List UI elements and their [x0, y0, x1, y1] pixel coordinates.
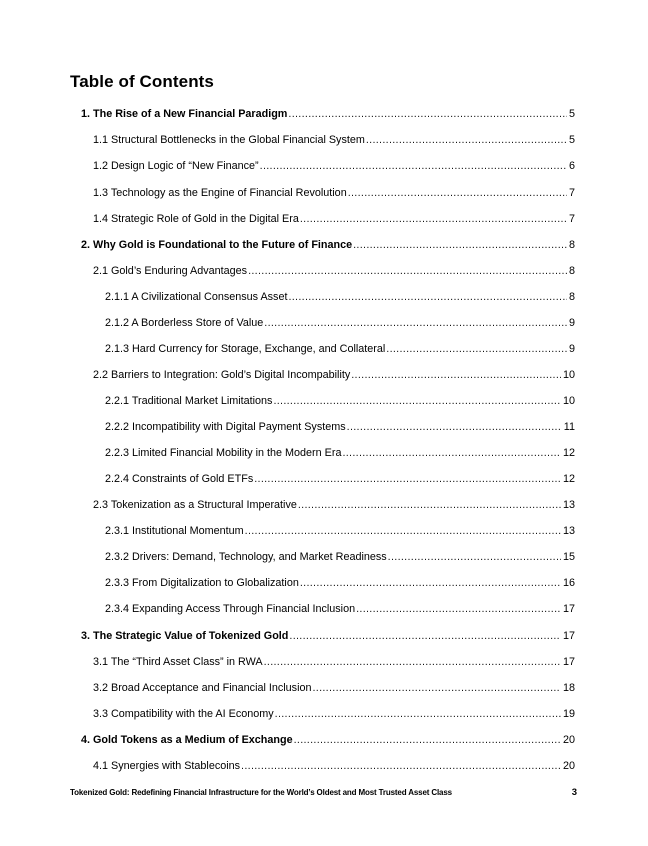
toc-entry-label: 2.2.3 Limited Financial Mobility in the Modern Era	[105, 447, 342, 459]
toc-entry-label: 4.1 Synergies with Stablecoins	[93, 760, 241, 772]
toc-dot-leader	[312, 681, 561, 695]
toc-entry-page: 8	[568, 239, 575, 251]
toc-entry-1-4[interactable]	[93, 212, 575, 226]
toc-entry-page: 17	[562, 603, 575, 615]
toc-dot-leader	[288, 290, 567, 304]
toc-entry-page: 15	[562, 551, 575, 563]
toc-entry-label: 2.1.2 A Borderless Store of Value	[105, 317, 264, 329]
toc-entry-2-1-1[interactable]	[105, 290, 575, 304]
toc-entry-label: 2.3.3 From Digitalization to Globalization	[105, 577, 299, 589]
toc-dot-leader	[294, 733, 561, 747]
toc-dot-leader	[245, 524, 561, 538]
toc-entry-3-1[interactable]	[93, 655, 575, 669]
toc-entry-1[interactable]	[81, 107, 575, 121]
toc-entry-3-2[interactable]	[93, 681, 575, 695]
toc-dot-leader	[300, 212, 567, 226]
toc-dot-leader	[241, 759, 561, 773]
toc-entry-label: 2.3.4 Expanding Access Through Financial Inclusion	[105, 603, 356, 615]
toc-entry-2-2-2[interactable]	[105, 420, 575, 434]
toc-entry-page: 10	[562, 395, 575, 407]
toc-entry-label: 2.3.2 Drivers: Demand, Technology, and Market Readiness	[105, 551, 387, 563]
toc-dot-leader	[347, 420, 562, 434]
toc-entry-label: 2.2.1 Traditional Market Limitations	[105, 395, 273, 407]
toc-dot-leader	[298, 498, 561, 512]
toc-entry-page: 19	[562, 708, 575, 720]
toc-dot-leader	[260, 159, 567, 173]
toc-entry-label: 2.3.1 Institutional Momentum	[105, 525, 244, 537]
toc-entry-2-3-4[interactable]	[105, 602, 575, 616]
toc-dot-leader	[342, 446, 561, 460]
toc-entry-page: 20	[562, 760, 575, 772]
toc-entry-label: 2.3 Tokenization as a Structural Imperative	[93, 499, 297, 511]
toc-dot-leader	[254, 472, 561, 486]
toc-entry-page: 6	[568, 160, 575, 172]
footer-page-number: 3	[571, 787, 577, 798]
toc-entry-page: 7	[568, 213, 575, 225]
toc-entry-2-3-3[interactable]	[105, 576, 575, 590]
toc-entry-page: 20	[562, 734, 575, 746]
toc-dot-leader	[366, 133, 567, 147]
toc-entry-label: 3.2 Broad Acceptance and Financial Inclusion	[93, 682, 312, 694]
toc-entry-label: 3. The Strategic Value of Tokenized Gold	[81, 630, 289, 642]
toc-dot-leader	[273, 394, 561, 408]
toc-entry-2[interactable]	[81, 238, 575, 252]
toc-entry-page: 17	[562, 656, 575, 668]
toc-entry-page: 12	[562, 447, 575, 459]
toc-dot-leader	[275, 707, 561, 721]
toc-entry-page: 16	[562, 577, 575, 589]
toc-entry-2-1[interactable]	[93, 264, 575, 278]
toc-entry-label: 2.2.4 Constraints of Gold ETFs	[105, 473, 254, 485]
page-footer	[70, 787, 577, 801]
toc-entry-2-2-3[interactable]	[105, 446, 575, 460]
footer-document-title: Tokenized Gold: Redefining Financial Infrastructure for the World’s Oldest and Most Trusted Asset Class	[70, 788, 452, 797]
toc-entry-label: 2. Why Gold is Foundational to the Future of Finance	[81, 239, 353, 251]
toc-entry-label: 1.3 Technology as the Engine of Financial Revolution	[93, 187, 347, 199]
toc-entry-2-2-4[interactable]	[105, 472, 575, 486]
toc-heading: Table of Contents	[70, 72, 214, 91]
toc-entry-1-1[interactable]	[93, 133, 575, 147]
toc-entry-label: 3.3 Compatibility with the AI Economy	[93, 708, 274, 720]
toc-entry-page: 18	[562, 682, 575, 694]
toc-entry-page: 8	[568, 265, 575, 277]
toc-entry-4-1[interactable]	[93, 759, 575, 773]
toc-entry-page: 5	[568, 134, 575, 146]
toc-dot-leader	[288, 107, 567, 121]
toc-entry-label: 2.1.1 A Civilizational Consensus Asset	[105, 291, 288, 303]
toc-dot-leader	[289, 629, 561, 643]
toc-entry-page: 7	[568, 187, 575, 199]
toc-entry-label: 2.2.2 Incompatibility with Digital Payment Systems	[105, 421, 346, 433]
toc-entry-label: 3.1 The “Third Asset Class” in RWA	[93, 656, 263, 668]
toc-entry-page: 13	[562, 499, 575, 511]
toc-dot-leader	[388, 550, 561, 564]
toc-entry-2-3-2[interactable]	[105, 550, 575, 564]
toc-entry-label: 1.2 Design Logic of “New Finance”	[93, 160, 259, 172]
toc-entry-label: 1.4 Strategic Role of Gold in the Digital Era	[93, 213, 299, 225]
toc-entry-2-3-1[interactable]	[105, 524, 575, 538]
toc-entry-2-3[interactable]	[93, 498, 575, 512]
toc-entry-4[interactable]	[81, 733, 575, 747]
toc-entry-label: 2.1.3 Hard Currency for Storage, Exchange, and Collateral	[105, 343, 386, 355]
toc-entry-1-2[interactable]	[93, 159, 575, 173]
toc-entry-page: 5	[568, 108, 575, 120]
toc-dot-leader	[264, 316, 567, 330]
toc-entry-page: 12	[562, 473, 575, 485]
toc-entry-page: 13	[562, 525, 575, 537]
toc-entry-label: 1.1 Structural Bottlenecks in the Global Financial System	[93, 134, 365, 146]
toc-entry-page: 8	[568, 291, 575, 303]
toc-dot-leader	[264, 655, 561, 669]
toc-dot-leader	[248, 264, 567, 278]
toc-entry-page: 10	[562, 369, 575, 381]
toc-entry-page: 11	[563, 421, 575, 433]
toc-entry-2-1-2[interactable]	[105, 316, 575, 330]
toc-entry-page: 17	[562, 630, 575, 642]
toc-dot-leader	[351, 368, 561, 382]
toc-dot-leader	[300, 576, 561, 590]
toc-dot-leader	[356, 602, 561, 616]
toc-entry-1-3[interactable]	[93, 186, 575, 200]
toc-entry-3[interactable]	[81, 629, 575, 643]
toc-entry-page: 9	[568, 343, 575, 355]
toc-entry-label: 4. Gold Tokens as a Medium of Exchange	[81, 734, 293, 746]
toc-dot-leader	[386, 342, 567, 356]
toc-entry-2-2-1[interactable]	[105, 394, 575, 408]
toc-entry-label: 2.1 Gold’s Enduring Advantages	[93, 265, 248, 277]
toc-entry-2-1-3[interactable]	[105, 342, 575, 356]
toc-entry-label: 1. The Rise of a New Financial Paradigm	[81, 108, 288, 120]
toc-dot-leader	[348, 186, 567, 200]
toc-entry-3-3[interactable]	[93, 707, 575, 721]
toc-entry-page: 9	[568, 317, 575, 329]
toc-entry-2-2[interactable]	[93, 368, 575, 382]
toc-entry-label: 2.2 Barriers to Integration: Gold’s Digital Incompability	[93, 369, 351, 381]
toc-dot-leader	[353, 238, 567, 252]
